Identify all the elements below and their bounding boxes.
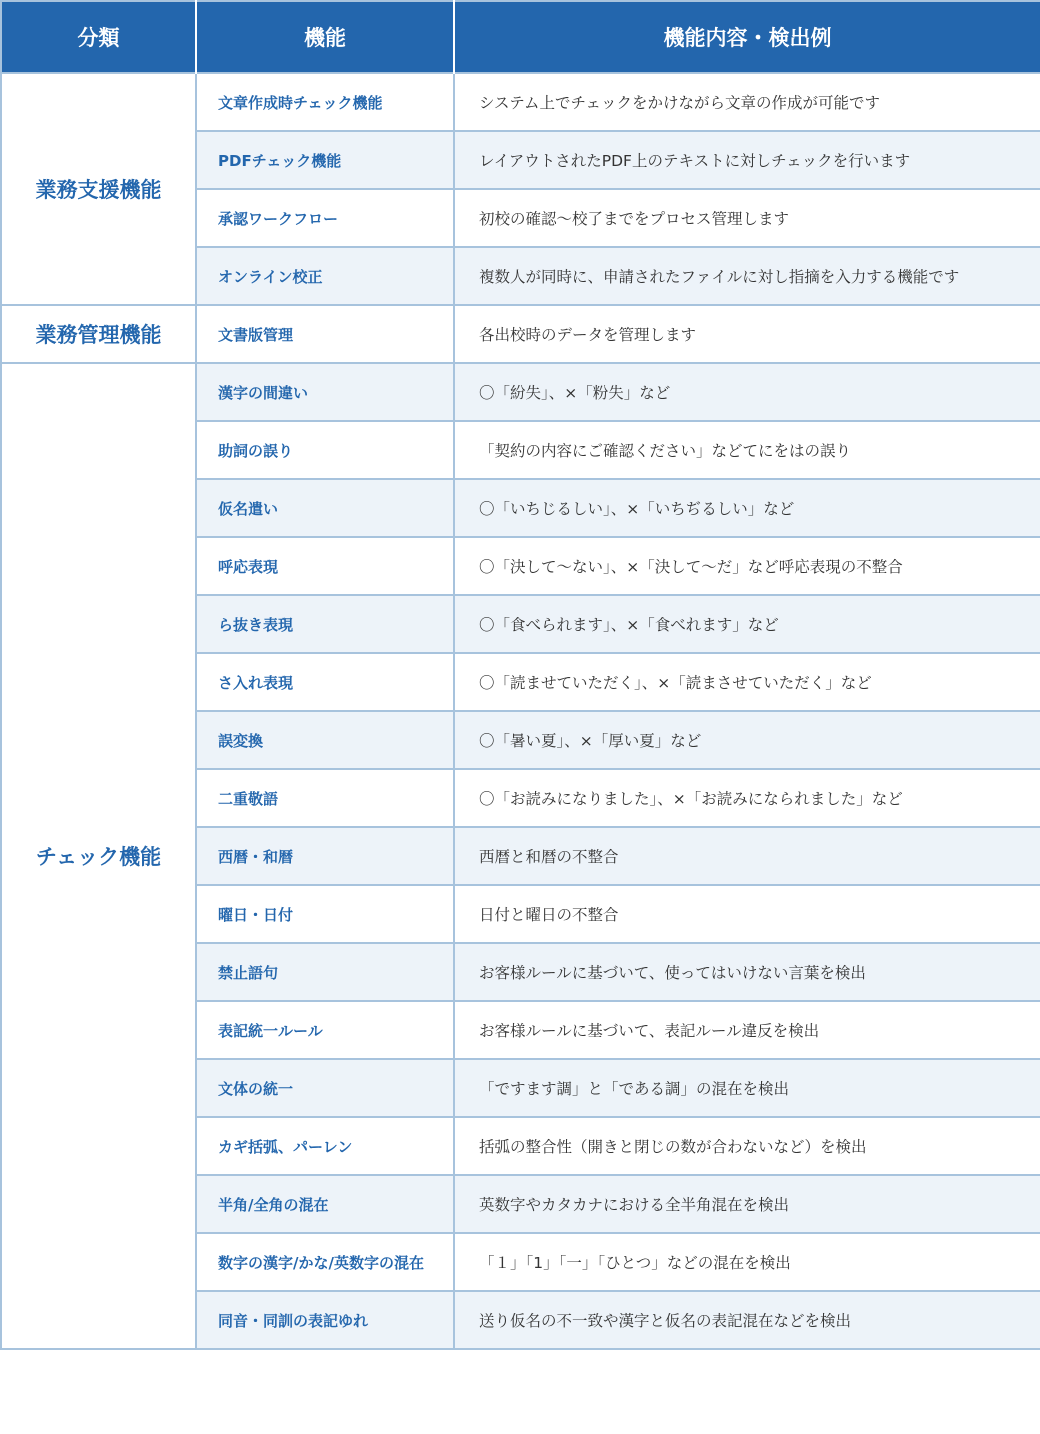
function-cell: 文書版管理 — [196, 305, 454, 363]
table-row — [1, 73, 1040, 131]
function-cell: 曜日・日付 — [196, 885, 454, 943]
header-description: 機能内容・検出例 — [454, 1, 1040, 73]
table-row — [1, 363, 1040, 421]
description-cell: 括弧の整合性（開きと閉じの数が合わないなど）を検出 — [454, 1117, 1040, 1175]
function-cell: 西暦・和暦 — [196, 827, 454, 885]
function-cell: さ入れ表現 — [196, 653, 454, 711]
function-cell: 同音・同訓の表記ゆれ — [196, 1291, 454, 1349]
description-cell: レイアウトされたPDF上のテキストに対しチェックを行います — [454, 131, 1040, 189]
description-cell: 日付と曜日の不整合 — [454, 885, 1040, 943]
function-cell: 二重敬語 — [196, 769, 454, 827]
category-cell: チェック機能 — [1, 363, 196, 1349]
function-cell: 数字の漢字/かな/英数字の混在 — [196, 1233, 454, 1291]
function-cell: 禁止語句 — [196, 943, 454, 1001]
function-cell: PDFチェック機能 — [196, 131, 454, 189]
category-cell: 業務支援機能 — [1, 73, 196, 305]
description-cell: 「１」「1」「一」「ひとつ」などの混在を検出 — [454, 1233, 1040, 1291]
description-cell: 〇「お読みになりました」、×「お読みになられました」など — [454, 769, 1040, 827]
function-cell: 文章作成時チェック機能 — [196, 73, 454, 131]
description-cell: 〇「紛失」、×「粉失」など — [454, 363, 1040, 421]
description-cell: 〇「決して〜ない」、×「決して〜だ」など呼応表現の不整合 — [454, 537, 1040, 595]
description-cell: 複数人が同時に、申請されたファイルに対し指摘を入力する機能です — [454, 247, 1040, 305]
function-cell: 漢字の間違い — [196, 363, 454, 421]
description-cell: 英数字やカタカナにおける全半角混在を検出 — [454, 1175, 1040, 1233]
table-body — [1, 73, 1040, 1349]
description-cell: 各出校時のデータを管理します — [454, 305, 1040, 363]
function-cell: ら抜き表現 — [196, 595, 454, 653]
header-function: 機能 — [196, 1, 454, 73]
description-cell: 送り仮名の不一致や漢字と仮名の表記混在などを検出 — [454, 1291, 1040, 1349]
description-cell: 「ですます調」と「である調」の混在を検出 — [454, 1059, 1040, 1117]
description-cell: 〇「暑い夏」、×「厚い夏」など — [454, 711, 1040, 769]
function-cell: 表記統一ルール — [196, 1001, 454, 1059]
function-cell: オンライン校正 — [196, 247, 454, 305]
description-cell: 〇「いちじるしい」、×「いちぢるしい」など — [454, 479, 1040, 537]
description-cell: 西暦と和暦の不整合 — [454, 827, 1040, 885]
category-cell: 業務管理機能 — [1, 305, 196, 363]
description-cell: お客様ルールに基づいて、表記ルール違反を検出 — [454, 1001, 1040, 1059]
header-category: 分類 — [1, 1, 196, 73]
description-cell: お客様ルールに基づいて、使ってはいけない言葉を検出 — [454, 943, 1040, 1001]
description-cell: 〇「読ませていただく」、×「読まさせていただく」など — [454, 653, 1040, 711]
function-cell: 仮名遣い — [196, 479, 454, 537]
header-row — [1, 1, 1040, 73]
table-header — [1, 1, 1040, 73]
function-cell: 承認ワークフロー — [196, 189, 454, 247]
function-cell: 文体の統一 — [196, 1059, 454, 1117]
description-cell: 「契約の内容にご確認ください」などてにをはの誤り — [454, 421, 1040, 479]
function-cell: 助詞の誤り — [196, 421, 454, 479]
function-cell: カギ括弧、パーレン — [196, 1117, 454, 1175]
description-cell: 初校の確認〜校了までをプロセス管理します — [454, 189, 1040, 247]
function-cell: 半角/全角の混在 — [196, 1175, 454, 1233]
description-cell: 〇「食べられます」、×「食べれます」など — [454, 595, 1040, 653]
function-cell: 誤変換 — [196, 711, 454, 769]
function-cell: 呼応表現 — [196, 537, 454, 595]
description-cell: システム上でチェックをかけながら文章の作成が可能です — [454, 73, 1040, 131]
table-row — [1, 305, 1040, 363]
